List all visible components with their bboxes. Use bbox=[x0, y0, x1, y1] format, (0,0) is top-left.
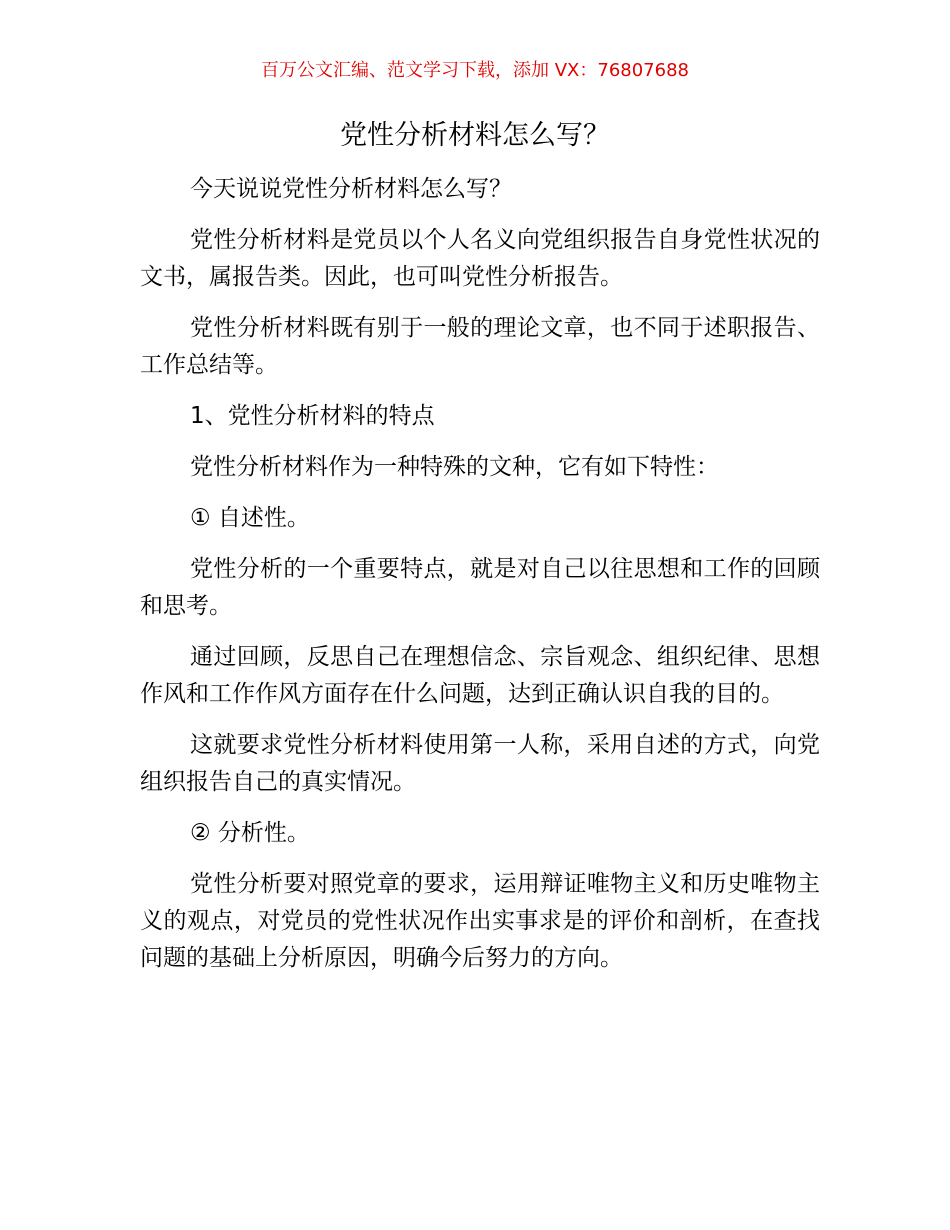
document-title: 党性分析材料怎么写？ bbox=[340, 120, 610, 151]
paragraph-distinction: 党性分析材料既有别于一般的理论文章，也不同于述职报告、工作总结等。 bbox=[140, 315, 820, 378]
feature-heading-analytical: ② 分析性。 bbox=[190, 820, 310, 846]
paragraph-self-narrative-3: 这就要求党性分析材料使用第一人称，采用自述的方式，向党组织报告自己的真实情况。 bbox=[140, 732, 820, 795]
feature-heading-self-narrative: ① 自述性。 bbox=[190, 505, 310, 531]
paragraph-intro: 今天说说党性分析材料怎么写？ bbox=[190, 176, 512, 202]
paragraph-analytical-1: 党性分析要对照党章的要求，运用辩证唯物主义和历史唯物主义的观点，对党员的党性状况作出实事求是的评价和剖析，在查找问题的基础上分析原因，明确今后努力的方向。 bbox=[140, 871, 820, 971]
paragraph-definition: 党性分析材料是党员以个人名义向党组织报告自身党性状况的文书，属报告类。因此，也可叫党性分析报告。 bbox=[140, 227, 820, 290]
paragraph-self-narrative-1: 党性分析的一个重要特点，就是对自己以往思想和工作的回顾和思考。 bbox=[140, 556, 820, 619]
document-body bbox=[140, 171, 820, 991]
section-heading-features: 1、党性分析材料的特点 bbox=[190, 403, 435, 429]
header-note: 百万公文汇编、范文学习下载，添加 VX：76807688 bbox=[261, 60, 689, 81]
paragraph-self-narrative-2: 通过回顾，反思自己在理想信念、宗旨观念、组织纪律、思想作风和工作作风方面存在什么问题，达到正确认识自我的目的。 bbox=[140, 644, 820, 707]
paragraph-features-intro: 党性分析材料作为一种特殊的文种，它有如下特性： bbox=[190, 454, 719, 480]
